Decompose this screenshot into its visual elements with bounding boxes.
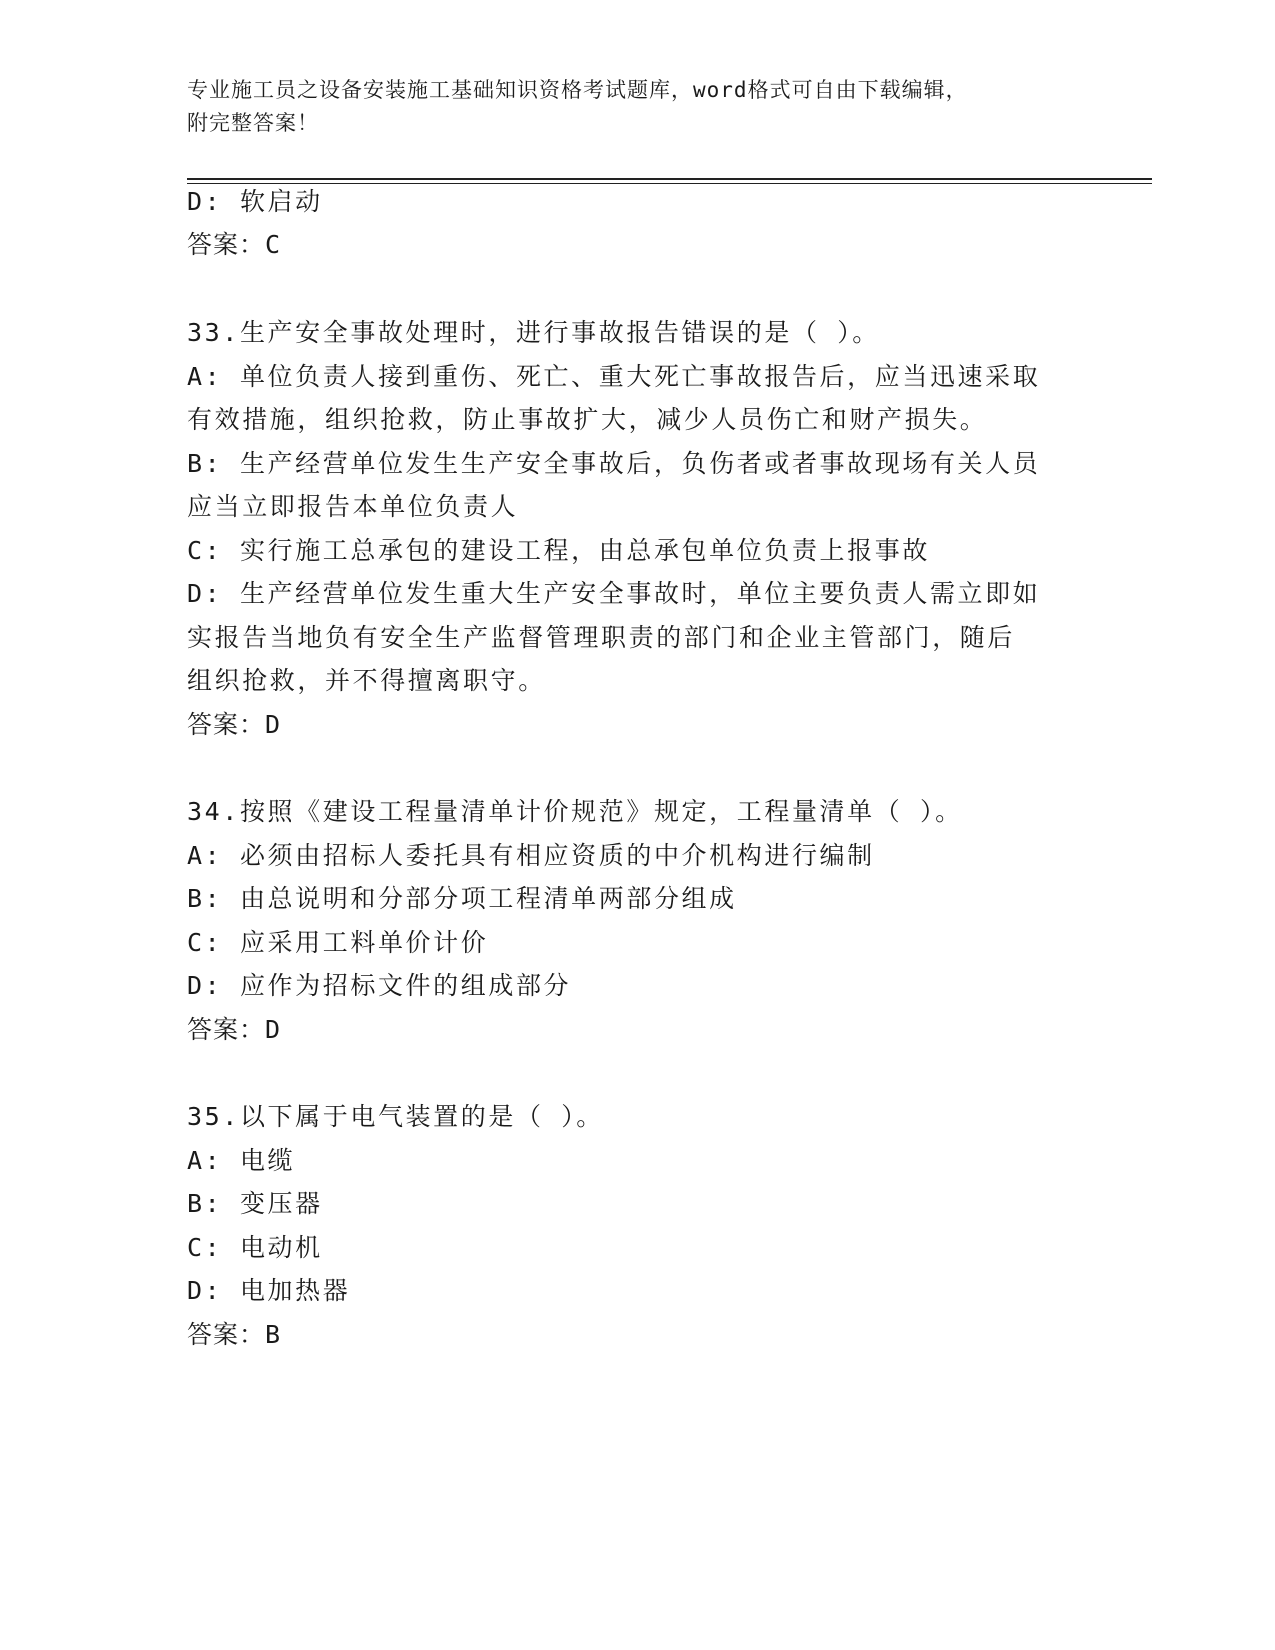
option-line: 有效措施，组织抢救，防止事故扩大，减少人员伤亡和财产损失。 (187, 405, 988, 434)
question-title: 33.生产安全事故处理时，进行事故报告错误的是（ ）。 (187, 318, 880, 347)
option-line: A: 单位负责人接到重伤、死亡、重大死亡事故报告后，应当迅速采取 (187, 362, 1041, 391)
option-line: C: 实行施工总承包的建设工程，由总承包单位负责上报事故 (187, 536, 930, 565)
option-d: D: 软启动 (187, 187, 323, 216)
option-line: B: 变压器 (187, 1189, 323, 1218)
option-line: B: 由总说明和分部分项工程清单两部分组成 (187, 884, 737, 913)
header-line-1: 专业施工员之设备安装施工基础知识资格考试题库，word格式可自由下载编辑， (187, 78, 968, 102)
header-rule-thick (187, 178, 1152, 180)
option-line: D: 应作为招标文件的组成部分 (187, 971, 572, 1000)
option-line: D: 电加热器 (187, 1276, 351, 1305)
option-line: 应当立即报告本单位负责人 (187, 492, 519, 521)
option-line: A: 电缆 (187, 1146, 296, 1175)
option-line: C: 电动机 (187, 1233, 323, 1262)
option-line: D: 生产经营单位发生重大生产安全事故时，单位主要负责人需立即如 (187, 579, 1041, 608)
question-title: 35.以下属于电气装置的是（ ）。 (187, 1102, 604, 1131)
header-line-2: 附完整答案！ (187, 111, 319, 135)
option-line: A: 必须由招标人委托具有相应资质的中介机构进行编制 (187, 841, 875, 870)
option-line: C: 应采用工料单价计价 (187, 928, 489, 957)
question-title: 34.按照《建设工程量清单计价规范》规定，工程量清单（ ）。 (187, 797, 963, 826)
answer: 答案：C (187, 230, 282, 259)
option-line: 实报告当地负有安全生产监督管理职责的部门和企业主管部门，随后 (187, 623, 1016, 652)
option-line: B: 生产经营单位发生生产安全事故后，负伤者或者事故现场有关人员 (187, 449, 1041, 478)
page-header (187, 74, 1087, 140)
header-rule-thin (187, 183, 1152, 184)
answer: 答案：B (187, 1320, 282, 1349)
answer: 答案：D (187, 1015, 282, 1044)
answer: 答案：D (187, 710, 282, 739)
option-line: 组织抢救，并不得擅离职守。 (187, 666, 546, 695)
